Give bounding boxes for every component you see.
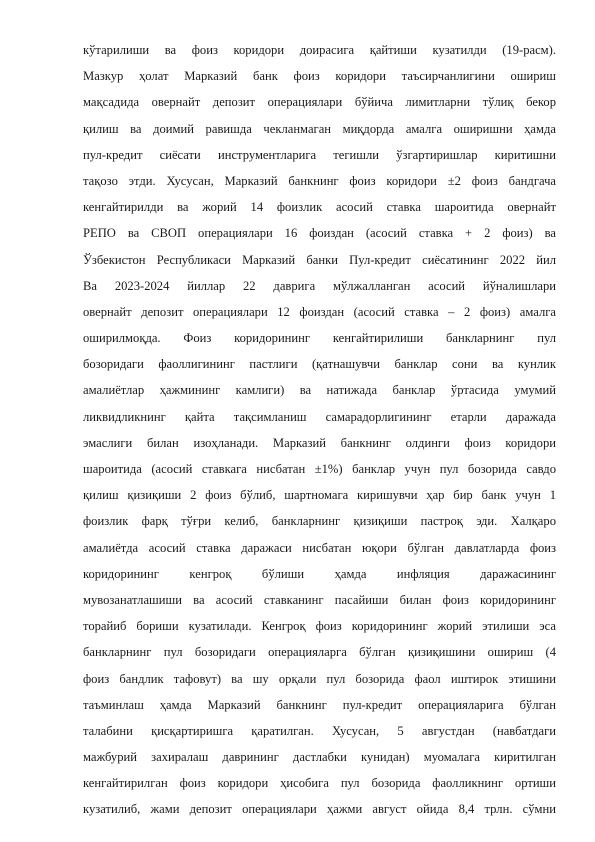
text-line: коридорининг кенгроқ бўлиши ҳамда инфляция даражасининг [83, 566, 556, 581]
text-line: кенгайтирилди ва жорий 14 фоизлик асосий ставка шароитида овернайт [83, 200, 556, 215]
text-line: мувозанатлашиши ва асосий ставканинг пасайиши билан фоиз коридорининг [83, 592, 556, 607]
text-line: бозоридаги фаоллигининг пастлиги (қатнашувчи банклар сони ва кунлик [83, 357, 556, 372]
body-text [83, 37, 556, 823]
text-line: мақсадида овернайт депозит операциялари бўйича лимитларни тўлиқ бекор [83, 95, 556, 110]
text-line: кенгайтирилган фоиз коридори ҳисобига пул бозорида фаолликнинг ортиши [83, 776, 556, 791]
text-line: Мазкур ҳолат Марказий банк фоиз коридори таъсирчанлигини ошириш [83, 69, 556, 84]
text-line: қилиш ва доимий равишда чекланмаган миқдорда амалга оширишни ҳамда [83, 121, 556, 136]
text-line: амалиётлар ҳажмининг камлиги) ва натижада банклар ўртасида умумий [83, 383, 556, 398]
text-line: таъминлаш ҳамда Марказий банкнинг пул-кредит операцияларига бўлган [83, 697, 556, 712]
text-line: мажбурий захиралаш даврининг дастлабки кунидан) муомалага киритилган [83, 750, 556, 765]
text-line: шароитида (асосий ставкага нисбатан ±1%) банклар учун пул бозорида савдо [83, 462, 556, 476]
text-line: фоизлик фарқ тўғри келиб, банкларнинг қизиқиши пастроқ эди. Халқаро [83, 514, 556, 529]
text-line: кузатилиб, жами депозит операциялари ҳажми август ойида 8,4 трлн. сўмни [83, 802, 556, 817]
text-line: овернайт депозит операциялари 12 фоиздан (асосий ставка – 2 фоиз) амалга [83, 304, 556, 319]
text-line: торайиб бориши кузатилади. Кенгроқ фоиз коридорининг жорий этилиши эса [83, 619, 556, 634]
text-line: банкларнинг пул бозоридаги операцияларга бўлган қизиқишини ошириш (4 [83, 645, 556, 660]
text-line: оширилмоқда. Фоиз коридорининг кенгайтирилиши банкларнинг пул [83, 331, 556, 346]
text-line: қилиш қизиқиши 2 фоиз бўлиб, шартномага киришувчи ҳар бир банк учун 1 [83, 488, 556, 503]
text-line: фоиз бандлик тафовут) ва шу орқали пул бозорида фаол иштирок этишини [83, 671, 556, 686]
text-line: талабини қисқартиришга қаратилган. Хусусан, 5 августдан (навбатдаги [83, 723, 556, 738]
text-line: тақозо этди. Хусусан, Марказий банкнинг фоиз коридори ±2 фоиз бандгача [83, 173, 556, 188]
text-line: Ва 2023-2024 йиллар 22 даврига мўлжалланган асосий йўналишлари [83, 278, 556, 293]
text-line: кўтарилиши ва фоиз коридори доирасига қайтиши кузатилди (19-расм). [83, 43, 556, 57]
text-line: пул-кредит сиёсати инструментларига тегишли ўзгартиришлар киритишни [83, 147, 556, 162]
text-line: эмаслиги билан изоҳланади. Марказий банкнинг олдинги фоиз коридори [83, 435, 556, 450]
text-line: РЕПО ва СВОП операциялари 16 фоиздан (асосий ставка + 2 фоиз) ва [83, 226, 556, 241]
text-line: амалиётда асосий ставка даражаси нисбатан юқори бўлган давлатларда фоиз [83, 540, 556, 555]
text-line: ликвидликнинг қайта тақсимланиш самарадорлигининг етарли даражада [83, 409, 556, 424]
text-line: Ўзбекистон Республикаси Марказий банки Пул-кредит сиёсатининг 2022 йил [83, 252, 556, 267]
